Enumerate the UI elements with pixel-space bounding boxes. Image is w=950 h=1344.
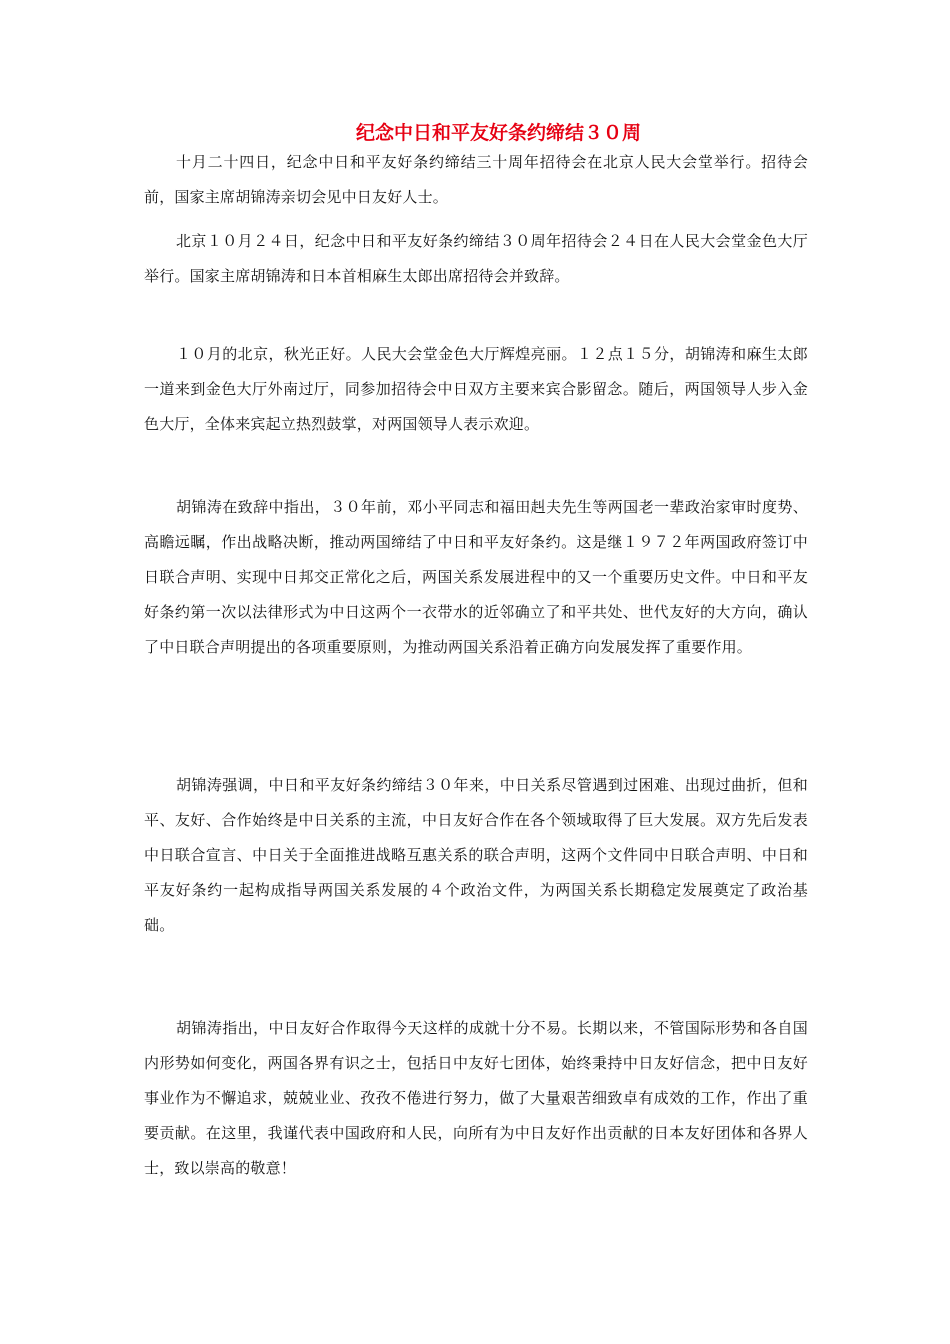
paragraph-5: 胡锦涛强调，中日和平友好条约缔结３０年来，中日关系尽管遇到过困难、出现过曲折，但和平、友好、合作始终是中日关系的主流，中日友好合作在各个领域取得了巨大发展。双方先后发表中日联合宣言、中日关于全面推进战略互惠关系的联合声明，这两个文件同中日联合声明、中日和平友好条约一起构成指导两国关系发展的４个政治文件，为两国关系长期稳定发展奠定了政治基础。 <box>144 776 808 934</box>
paragraph-6: 胡锦涛指出，中日友好合作取得今天这样的成就十分不易。长期以来，不管国际形势和各自国内形势如何变化，两国各界有识之士，包括日中友好七团体，始终秉持中日友好信念，把中日友好事业作为不懈追求，兢兢业业、孜孜不倦进行努力，做了大量艰苦细致卓有成效的工作，作出了重要贡献。在这里，我谨代表中国政府和人民，向所有为中日友好作出贡献的日本友好团体和各界人士，致以崇高的敬意！ <box>144 1019 808 1177</box>
paragraph-4: 胡锦涛在致辞中指出，３０年前，邓小平同志和福田赳夫先生等两国老一辈政治家审时度势、高瞻远瞩，作出战略决断，推动两国缔结了中日和平友好条约。这是继１９７２年两国政府签订中日联合声明、实现中日邦交正常化之后，两国关系发展进程中的又一个重要历史文件。中日和平友好条约第一次以法律形式为中日这两个一衣带水的近邻确立了和平共处、世代友好的大方向，确认了中日联合声明提出的各项重要原则，为推动两国关系沿着正确方向发展发挥了重要作用。 <box>144 498 808 656</box>
document-title: 纪念中日和平友好条约缔结３０周 <box>356 122 642 144</box>
paragraph-3: １０月的北京，秋光正好。人民大会堂金色大厅辉煌亮丽。１２点１５分，胡锦涛和麻生太郎一道来到金色大厅外南过厅，同参加招待会中日双方主要来宾合影留念。随后，两国领导人步入金色大厅，全体来宾起立热烈鼓掌，对两国领导人表示欢迎。 <box>144 345 808 433</box>
paragraph-2: 北京１０月２４日，纪念中日和平友好条约缔结３０周年招待会２４日在人民大会堂金色大厅举行。国家主席胡锦涛和日本首相麻生太郎出席招待会并致辞。 <box>144 232 808 285</box>
paragraph-1: 十月二十四日，纪念中日和平友好条约缔结三十周年招待会在北京人民大会堂举行。招待会前，国家主席胡锦涛亲切会见中日友好人士。 <box>144 153 808 206</box>
